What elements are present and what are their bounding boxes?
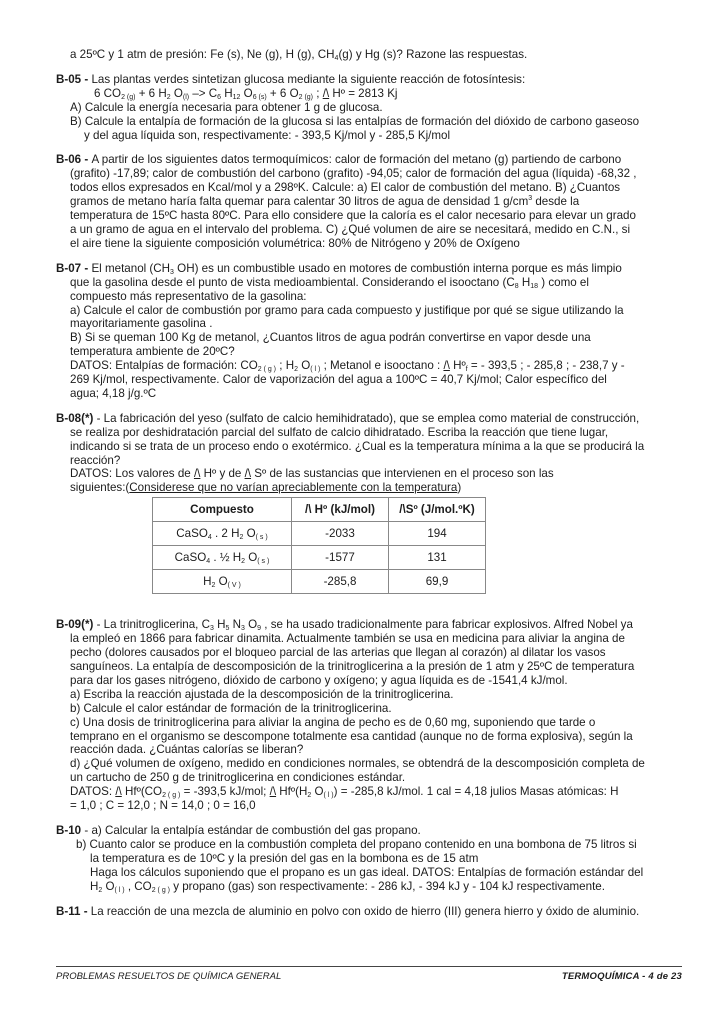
text-fragment: = 1,0 ; C = 12,0 ; N = 14,0 ; 0 = 16,0 bbox=[70, 799, 256, 813]
problem-label: B-10 bbox=[56, 823, 85, 837]
footer-title: PROBLEMAS RESUELTOS DE QUÍMICA GENERAL bbox=[56, 971, 282, 982]
problem-label: B-06 - bbox=[56, 153, 92, 167]
text-fragment: compuesto más representativo de la gasolina: bbox=[70, 289, 307, 303]
text-fragment: 2 bbox=[98, 886, 103, 894]
text-fragment: -285,8 bbox=[292, 570, 389, 594]
text-fragment: O bbox=[215, 574, 228, 588]
text-fragment: 18 bbox=[530, 282, 539, 290]
text-fragment: /\ bbox=[193, 467, 201, 481]
text-fragment: OH) es un combustible usado en motores de combustión interna porque es más limpio bbox=[173, 261, 622, 275]
text-fragment: 2 bbox=[239, 533, 244, 541]
text-fragment: Sº de las sustancias que intervienen en el proceso son las bbox=[251, 467, 554, 481]
text-fragment: 3 bbox=[170, 268, 174, 276]
text-line bbox=[56, 153, 682, 167]
text-fragment: O bbox=[244, 618, 258, 632]
text-fragment: temprano en el organismo se descompone totalmente esa cantidad (aunque no de forma explosiva), según la bbox=[70, 729, 633, 743]
text-fragment: 3 bbox=[528, 195, 533, 203]
text-fragment: d) ¿Qué volumen de oxígeno, medido en condiciones normales, se obtendrá de la descomposición completa de bbox=[70, 757, 645, 771]
text-fragment: H bbox=[518, 275, 531, 289]
text-fragment: y del agua líquida son, respectivamente: - 393,5 Kj/mol y - 285,5 Kj/mol bbox=[84, 128, 451, 142]
problem-b10 bbox=[56, 824, 682, 894]
text-fragment: 269 Kj/mol, respectivamente. Calor de vaporización del agua a 100ºC = 40,7 Kj/mol; Calor específico del bbox=[70, 373, 607, 387]
problem-label: B-07 - bbox=[56, 261, 92, 275]
text-fragment: 3 bbox=[241, 625, 245, 633]
text-line bbox=[56, 481, 682, 495]
text-fragment: 3 bbox=[210, 625, 214, 633]
text-fragment: 69,9 bbox=[389, 570, 486, 594]
text-fragment: /\ bbox=[115, 785, 122, 799]
table-header: /\Sº (J/mol.ºK) bbox=[389, 498, 486, 522]
table-header-row bbox=[153, 498, 486, 522]
text-fragment: CaSO bbox=[176, 526, 208, 540]
table-row bbox=[153, 522, 486, 546]
text-fragment: DATOS: bbox=[70, 785, 116, 799]
text-fragment: 4 bbox=[207, 533, 212, 541]
text-fragment: 9 bbox=[257, 625, 262, 633]
text-fragment: CaSO bbox=[174, 550, 207, 564]
text-fragment: 2 bbox=[211, 581, 216, 589]
text-fragment: gramos de metano haría falta quemar para calentar 30 litros de agua de densidad 1 g/cm bbox=[70, 195, 529, 209]
text-fragment: , se ha usado tradicionalmente para fabricar explosivos. Alfred Nobel ya bbox=[261, 618, 633, 632]
text-fragment: ( l ) bbox=[323, 792, 334, 800]
text-line bbox=[56, 467, 682, 481]
text-fragment: 5 bbox=[225, 625, 230, 633]
text-fragment: H bbox=[213, 618, 226, 632]
delta-symbol: /\ bbox=[322, 86, 330, 100]
text-fragment: reacción dada. ¿Cuántas calorías se liberan? bbox=[70, 743, 304, 757]
text-fragment: indicando si se trata de un proceso endo o exotérmico. ¿Cual es la temperatura mínima a la que se producirá la bbox=[70, 439, 645, 453]
text-fragment: el aire tiene la siguiente composición volumétrica: 80% de Nitrógeno y 20% de Oxígeno bbox=[70, 236, 520, 250]
document-page bbox=[56, 48, 682, 918]
text-fragment: a) Escriba la reacción ajustada de la descomposición de la trinitroglicerina. bbox=[70, 687, 454, 701]
text-fragment: la empleó en 1866 para fabricar dinamita. Actualmente también se usa en medicina para aliviar la angina de bbox=[70, 632, 625, 646]
text-fragment: ( l ) bbox=[114, 886, 125, 894]
text-fragment: Hº = 2813 Kj bbox=[329, 86, 398, 100]
text-fragment: Hº bbox=[449, 359, 466, 373]
text-fragment: 2 (g) bbox=[121, 93, 136, 101]
text-fragment: + 6 H bbox=[135, 86, 167, 100]
text-fragment: ; H bbox=[276, 359, 295, 373]
text-fragment: (g) y Hg (s)? Razone las respuestas. bbox=[338, 48, 528, 61]
problem-b11 bbox=[56, 905, 682, 919]
text-fragment: ) bbox=[457, 481, 462, 495]
text-fragment: -1577 bbox=[292, 546, 389, 570]
text-fragment: ; bbox=[313, 86, 323, 100]
table-row bbox=[153, 570, 486, 594]
text-line bbox=[56, 262, 682, 276]
text-fragment: (grafito) -17,89; calor de combustión del carbono (grafito) -94,05; calor de formación del agua (líquida) -68,32 , bbox=[70, 167, 637, 181]
text-fragment: O bbox=[240, 86, 253, 100]
text-fragment: O bbox=[170, 86, 183, 100]
text-fragment: ; Metanol e isooctano : bbox=[320, 359, 444, 373]
text-fragment: b) Calcule el calor estándar de formación de la trinitroglicerina. bbox=[70, 701, 392, 715]
table-cell bbox=[153, 570, 292, 594]
text-fragment: (l) bbox=[182, 93, 190, 101]
text-fragment: - a) Calcular la entalpía estándar de combustión del gas propano. bbox=[84, 823, 421, 837]
text-fragment: 2 (g) bbox=[298, 93, 314, 101]
delta-symbol: /\ bbox=[443, 359, 450, 373]
text-line bbox=[56, 195, 682, 209]
intro-line bbox=[56, 48, 682, 62]
text-fragment: para dar los gases nitrógeno, dióxido de carbono y oxígeno; y agua líquida es de -1541,4 kJ/mol. bbox=[70, 673, 568, 687]
text-fragment: 2 bbox=[166, 93, 171, 101]
text-fragment: ( l ) bbox=[310, 366, 321, 374]
text-fragment: -2033 bbox=[292, 522, 389, 546]
text-fragment: /\ bbox=[244, 467, 252, 481]
text-fragment: = -393,5 kJ/mol; bbox=[180, 785, 270, 799]
text-fragment: 6 CO bbox=[94, 86, 122, 100]
text-fragment: ( s ) bbox=[257, 557, 270, 565]
text-fragment: desde la bbox=[532, 195, 580, 209]
text-fragment: temperatura de 15ºC hasta 80ºC. Para ello considere que la caloría es el calor necesario para elevar un grado bbox=[70, 209, 636, 223]
text-fragment: A partir de los siguientes datos termoquímicos: calor de formación del metano (g) partiendo de carbono bbox=[91, 153, 622, 167]
text-fragment: O bbox=[297, 359, 311, 373]
text-fragment: 6 (s) bbox=[252, 93, 267, 101]
text-fragment: = - 393,5 ; - 285,8 ; - 238,7 y - bbox=[467, 359, 625, 373]
text-fragment: f bbox=[465, 366, 468, 374]
text-fragment: se realiza por deshidratación parcial del sulfato de calcio dihidratado. Escriba la reacción que tiene lugar, bbox=[70, 425, 609, 439]
text-fragment: 2 ( g ) bbox=[151, 886, 170, 894]
text-fragment: ( V ) bbox=[227, 581, 241, 589]
text-line bbox=[56, 359, 682, 373]
table-cell bbox=[153, 546, 292, 570]
text-fragment: O bbox=[245, 550, 258, 564]
text-fragment: + 6 O bbox=[266, 86, 299, 100]
text-fragment: a 25ºC y 1 atm de presión: Fe (s), Ne (g), H (g), CH bbox=[70, 48, 335, 61]
text-fragment: c) Una dosis de trinitroglicerina para aliviar la angina de pecho es de 0,60 mg, suponiendo que tarde o bbox=[70, 715, 596, 729]
text-fragment: H bbox=[203, 574, 212, 588]
text-fragment: O bbox=[311, 785, 324, 799]
text-fragment: mayoritariamente gasolina . bbox=[70, 317, 213, 331]
text-fragment: B) Calcule la entalpía de formación de la glucosa si las entalpías de formación del dióxido de carbono gaseoso bbox=[70, 114, 640, 128]
text-fragment: a un gramo de agua en el intervalo del problema. C) ¿Qué volumen de aire se necesitará, medido en C.N., si bbox=[70, 222, 631, 236]
text-fragment: 2 ( g ) bbox=[162, 792, 181, 800]
text-fragment: O bbox=[102, 879, 115, 893]
text-line bbox=[56, 73, 682, 87]
text-line bbox=[56, 785, 682, 799]
text-fragment: b) Cuanto calor se produce en la combustión completa del propano contenido en una bombona de 75 litros si bbox=[76, 837, 637, 851]
problem-label: B-11 - bbox=[56, 904, 91, 918]
text-fragment: El metanol (CH bbox=[91, 261, 171, 275]
problem-label: B-08(*) bbox=[56, 411, 94, 425]
problem-b09 bbox=[56, 618, 682, 813]
text-fragment: 4 bbox=[334, 55, 339, 62]
text-fragment: 2 ( g ) bbox=[257, 366, 277, 374]
text-fragment: 8 bbox=[514, 282, 519, 290]
table-cell bbox=[153, 522, 292, 546]
text-fragment: 12 bbox=[232, 93, 241, 101]
table-row bbox=[153, 546, 486, 570]
text-fragment: temperatura ambiente de 20ºC? bbox=[70, 345, 235, 359]
text-fragment: , CO bbox=[124, 879, 152, 893]
text-line bbox=[56, 618, 682, 632]
text-fragment: 4 bbox=[206, 557, 211, 565]
text-fragment: 2 bbox=[294, 366, 298, 374]
text-fragment: un cartucho de 250 g de trinitroglicerina en condiciones estándar. bbox=[70, 771, 406, 785]
text-fragment: todos ellos expresados en Kcal/mol y a 298ºK. Calcule: a) El calor de combustión del metano. B) ¿Cuantos bbox=[70, 181, 621, 195]
text-fragment: pecho (dolores causados por el bloqueo parcial de las arterias que llegan al corazón) al dilatar los vasos bbox=[70, 646, 606, 660]
text-fragment: 6 bbox=[217, 93, 222, 101]
problem-label: B-09(*) bbox=[56, 618, 94, 632]
text-line bbox=[56, 905, 682, 919]
text-fragment: Hº y de bbox=[200, 467, 245, 481]
text-fragment: –> C bbox=[189, 86, 218, 100]
text-fragment: y propano (gas) son respectivamente: - 286 kJ, - 394 kJ y - 104 kJ respectivamente. bbox=[170, 879, 605, 893]
text-fragment: N bbox=[229, 618, 241, 632]
text-fragment: 2 bbox=[241, 557, 245, 565]
text-fragment: DATOS: Los valores de bbox=[70, 467, 194, 481]
text-fragment: 194 bbox=[389, 522, 486, 546]
text-line bbox=[56, 412, 682, 426]
text-fragment: reacción? bbox=[70, 453, 121, 467]
table-header: /\ Hº (kJ/mol) bbox=[292, 498, 389, 522]
problem-b05 bbox=[56, 73, 682, 143]
problem-b06 bbox=[56, 153, 682, 250]
text-fragment: /\ bbox=[269, 785, 277, 799]
text-line bbox=[56, 824, 682, 838]
text-fragment: siguientes:( bbox=[70, 481, 130, 495]
text-fragment: 2 bbox=[307, 792, 312, 800]
text-fragment: sanguíneos. La entalpía de descomposición de la trinitroglicerina a la presión de 1 atm y 25ºC de temperatura bbox=[70, 660, 635, 673]
text-fragment: la temperatura es de 10ºC y la presión del gas en la bombona es de 15 atm bbox=[90, 851, 479, 865]
problem-b08 bbox=[56, 412, 682, 594]
text-fragment: . 2 H bbox=[211, 526, 240, 540]
text-fragment: - La fabricación del yeso (sulfato de calcio hemihidratado), que se emplea como material de construcción, bbox=[93, 411, 640, 425]
text-fragment: Hfº(CO bbox=[121, 785, 163, 799]
reaction-equation bbox=[56, 87, 682, 101]
table-header: Compuesto bbox=[153, 498, 292, 522]
text-fragment: . ½ H bbox=[210, 550, 242, 564]
text-fragment: que la gasolina desde el punto de vista medioambiental. Considerando el isooctano (C bbox=[70, 275, 515, 289]
text-fragment: Las plantas verdes sintetizan glucosa mediante la siguiente reacción de fotosíntesis: bbox=[91, 72, 526, 86]
text-fragment: - La trinitroglicerina, C bbox=[93, 618, 210, 632]
text-fragment: ) como el bbox=[538, 275, 589, 289]
footer-page-number: TERMOQUÍMICA - 4 de 23 bbox=[561, 971, 682, 982]
text-fragment: ) = -285,8 kJ/mol. 1 cal = 4,18 julios Masas atómicas: H bbox=[333, 785, 619, 799]
text-fragment: A) Calcule la energía necesaria para obtener 1 g de glucosa. bbox=[70, 100, 383, 114]
text-fragment: Considerese que no varían apreciablemente con la temperatura bbox=[129, 481, 458, 495]
text-fragment: La reacción de una mezcla de aluminio en polvo con oxido de hierro (III) genera hierro y óxido de aluminio. bbox=[90, 904, 640, 918]
text-line bbox=[56, 880, 682, 894]
text-fragment: B) Si se queman 100 Kg de metanol, ¿Cuantos litros de agua podrán convertirse en vapor desde una bbox=[70, 331, 591, 345]
text-fragment: O bbox=[243, 526, 256, 540]
thermo-data-table bbox=[152, 497, 486, 594]
text-fragment: ( s ) bbox=[255, 533, 268, 541]
text-fragment: DATOS: Entalpías de formación: CO bbox=[70, 359, 258, 373]
page-footer bbox=[56, 966, 682, 984]
text-fragment: Haga los cálculos suponiendo que el propano es un gas ideal. DATOS: Entalpías de formación estándar del bbox=[90, 865, 644, 879]
text-line bbox=[56, 276, 682, 290]
problem-label: B-05 - bbox=[56, 72, 92, 86]
text-fragment: agua; 4,18 j/g.ºC bbox=[70, 386, 157, 400]
text-fragment: H bbox=[90, 879, 99, 893]
text-fragment: 131 bbox=[389, 546, 486, 570]
problem-b07 bbox=[56, 262, 682, 401]
text-fragment: a) Calcule el calor de combustión por gramo para cada compuesto y justifique por qué se sigue utilizando la bbox=[70, 303, 624, 317]
text-fragment: H bbox=[221, 86, 233, 100]
text-fragment: Hfº(H bbox=[276, 785, 308, 799]
